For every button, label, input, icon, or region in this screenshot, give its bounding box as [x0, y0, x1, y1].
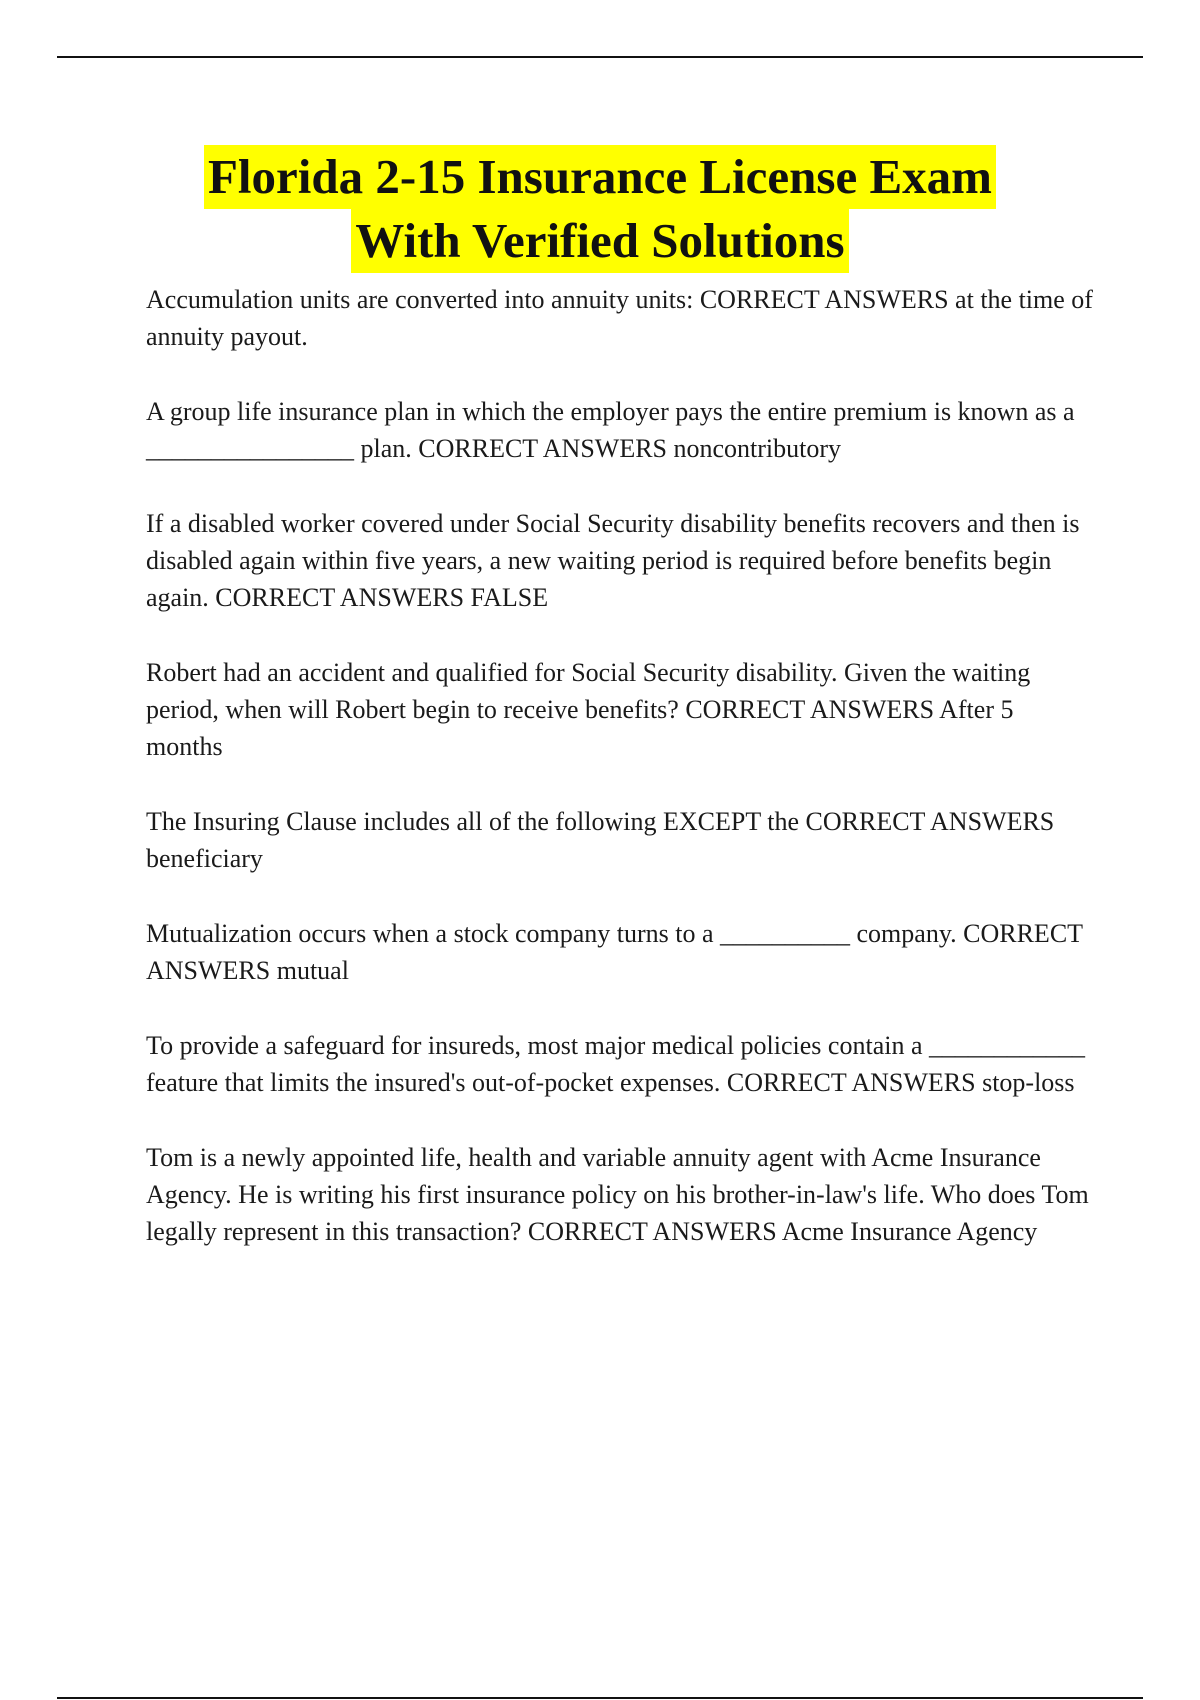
- qa-item: If a disabled worker covered under Social Security disability benefits recovers and then is disabled again within five years, a new waiting period is required before benefits begin again. CORRECT ANSWERS FALSE: [146, 509, 1087, 612]
- title-line-2: With Verified Solutions: [351, 209, 848, 273]
- qa-item: The Insuring Clause includes all of the following EXCEPT the CORRECT ANSWERS beneficiary: [146, 807, 1061, 873]
- qa-item: Robert had an accident and qualified for Social Security disability. Given the waiting period, when will Robert begin to receive benefits? CORRECT ANSWERS After 5 months: [146, 658, 1037, 761]
- qa-list: [146, 281, 1100, 1288]
- qa-item: Accumulation units are converted into annuity units: CORRECT ANSWERS at the time of annuity payout.: [146, 285, 1100, 351]
- qa-item: Tom is a newly appointed life, health and variable annuity agent with Acme Insurance Agency. He is writing his first insurance policy on his brother-in-law's life. Who does Tom legally represent in this transaction? CORRECT ANSWERS Acme Insurance Agency: [146, 1143, 1096, 1246]
- qa-item: Mutualization occurs when a stock company turns to a __________ company. CORRECT ANSWERS mutual: [146, 919, 1088, 985]
- header-rule: [57, 56, 1143, 58]
- qa-item: To provide a safeguard for insureds, most major medical policies contain a ____________ feature that limits the insured's out-of-pocket expenses. CORRECT ANSWERS stop-loss: [146, 1031, 1092, 1097]
- document-title: [0, 145, 1200, 273]
- qa-item: A group life insurance plan in which the employer pays the entire premium is known as a ________________ plan. CORRECT ANSWERS noncontributory: [146, 397, 1082, 463]
- footer-rule: [57, 1697, 1143, 1699]
- title-line-1: Florida 2-15 Insurance License Exam: [204, 145, 996, 209]
